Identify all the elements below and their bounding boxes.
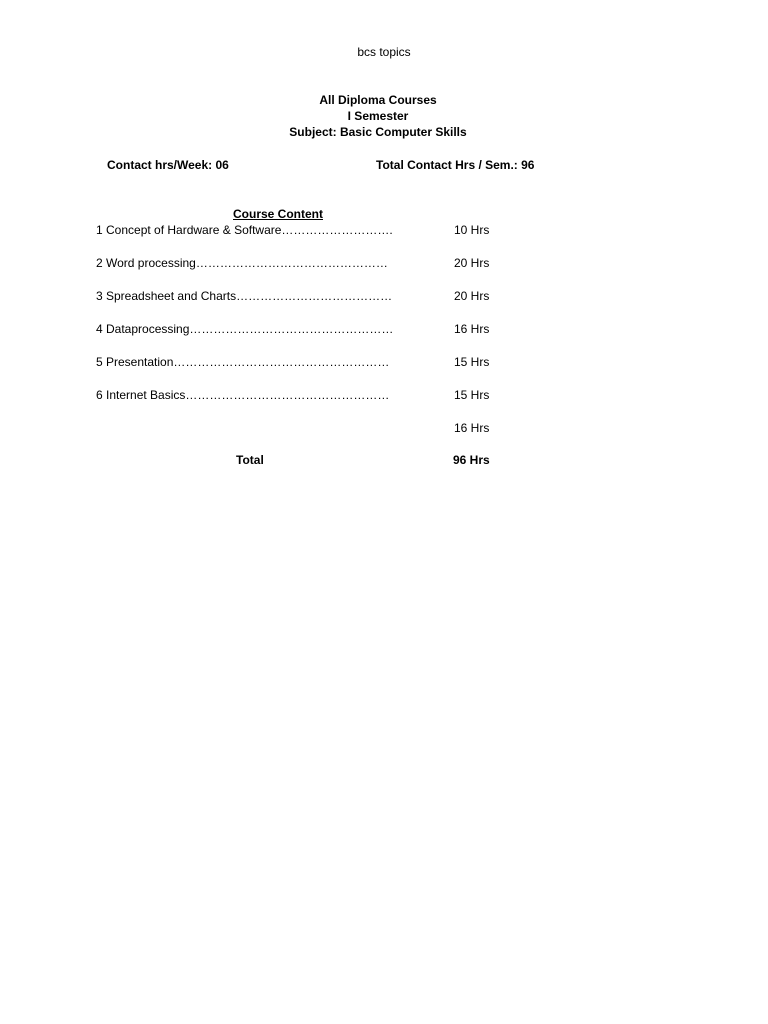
semester-title: I Semester: [347, 109, 409, 123]
topic-hours: 16 Hrs: [454, 322, 490, 336]
list-item: [96, 223, 516, 256]
list-item: [96, 421, 516, 454]
topic-hours: 16 Hrs: [454, 421, 490, 435]
subject-title: Subject: Basic Computer Skills: [289, 125, 467, 139]
topic-hours: 20 Hrs: [454, 256, 490, 270]
list-item: [96, 388, 516, 421]
topic-hours: 20 Hrs: [454, 289, 490, 303]
courses-title: All Diploma Courses: [319, 93, 437, 107]
total-contact-hours: Total Contact Hrs / Sem.: 96: [376, 158, 535, 172]
list-item: [96, 355, 516, 388]
title-block: [0, 92, 756, 140]
topic-hours: 15 Hrs: [454, 388, 490, 402]
topic-label: 1 Concept of Hardware & Software……………………….: [96, 223, 393, 237]
list-item: [96, 289, 516, 322]
topic-label: 2 Word processing…………………………………………: [96, 256, 388, 270]
topic-label: 5 Presentation………………………………………………: [96, 355, 390, 369]
list-item: [96, 322, 516, 355]
topic-hours: 15 Hrs: [454, 355, 490, 369]
topic-label: 3 Spreadsheet and Charts…………………………………: [96, 289, 393, 303]
document-header-title: bcs topics: [357, 45, 411, 59]
topic-hours: 10 Hrs: [454, 223, 490, 237]
list-item: [96, 256, 516, 289]
topic-label: 4 Dataprocessing……………………………………………: [96, 322, 394, 336]
course-content-heading: Course Content: [233, 207, 323, 221]
contact-hours-per-week: Contact hrs/Week: 06: [107, 158, 229, 172]
topic-label: 6 Internet Basics……………………………………………: [96, 388, 390, 402]
total-label: Total: [236, 453, 264, 467]
total-value: 96 Hrs: [453, 453, 490, 467]
course-content-list: [96, 223, 516, 454]
